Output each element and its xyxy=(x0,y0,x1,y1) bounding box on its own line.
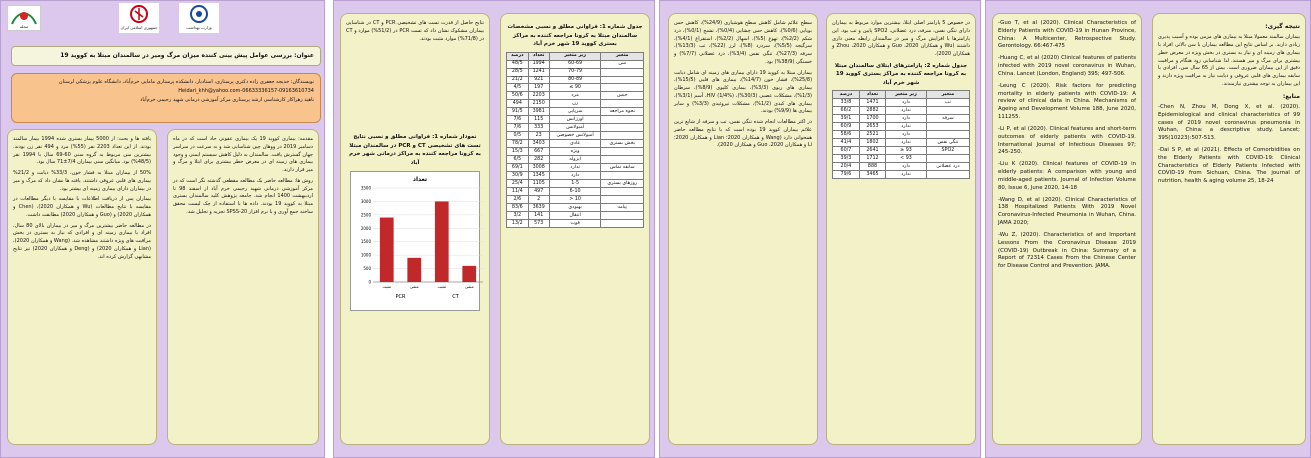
logo-strip xyxy=(1,1,325,35)
table-cell: اورژانس xyxy=(549,116,601,124)
chart-title: تعداد xyxy=(412,176,428,184)
table-row xyxy=(833,171,970,179)
reference-item: -Dai S P, et al (2021). Effects of Comorbidities on the Elderly Patients with COVID-19: Clinical Characteristics of Elderly Patients Infected with COVID-19 from Sichuan, China. The journal of nutrition, health & aging volume 25, 18-24 xyxy=(1158,146,1300,185)
table-cell xyxy=(601,212,644,220)
table-row xyxy=(833,155,970,163)
table-cell: 25/4 xyxy=(507,180,529,188)
group-label: PCR xyxy=(395,294,406,301)
table-cell: روزهای بستری xyxy=(601,180,644,188)
table-cell: 93 > xyxy=(886,155,927,163)
table-cell: 78/2 xyxy=(507,140,529,148)
table-cell: دارد xyxy=(886,163,927,171)
chart-caption: نمودار شماره 1: فراوانی مطلق و نسبی نتایج تست های تشخیصی CT و PCR در سالمندان مبتلا به کرونا مراجعه کننده به مراکز درمانی شهر خرم آباد xyxy=(349,134,481,166)
table-cell: 2203 xyxy=(528,92,549,100)
table-cell: 282 xyxy=(528,156,549,164)
col7-references xyxy=(992,13,1142,445)
table-cell: 28/5 xyxy=(507,68,529,76)
table-row xyxy=(507,148,644,156)
table-cell: سرفه xyxy=(926,115,969,123)
col8-conclusion xyxy=(1152,13,1306,445)
table-row xyxy=(833,139,970,147)
col5-symptoms xyxy=(668,13,818,445)
table-row xyxy=(833,123,970,131)
author-email: Heidari_khh@yahoo.com-06633336157-09163610734 xyxy=(178,88,314,94)
table-cell: 10 < xyxy=(549,196,601,204)
reference-item: -Liu K (2020). Clinical features of COVID-19 in elderly patients: A comparison with young and middle-aged patients. Journal of Infection Volume 80, Issue 6, June 2020, 14-18 xyxy=(998,161,1136,191)
x-tick-label: مثبت xyxy=(437,284,446,290)
table-row xyxy=(507,60,644,68)
table-cell: 91/5 xyxy=(507,108,529,116)
journal-logo xyxy=(7,5,41,31)
table-cell: 1712 xyxy=(859,155,885,163)
table-cell: 23 xyxy=(528,132,549,140)
table-cell: 888 xyxy=(859,163,885,171)
table-cell: جنس xyxy=(601,92,644,100)
table-cell: 0/5 xyxy=(507,132,529,140)
col5-paragraph: در اکثر مطالعات انجام شده تنگی نفس، تب و سرفه از شایع ترین علائم بیماران کووید 19 بوده است که با نتایج مطالعه حاضر همخوانی دارد (Wang و همکاران 2020؛ Lian و همکاران 2020؛ Li و همکاران 2020، Guo و همکاران 2020). xyxy=(674,119,812,149)
reference-item: -Guo T, et al (2020). Clinical Characteristics of Elderly Patients with COVID-19 in Hunan Province, China: A Multicenter, Retrospective Study. Gerontology. 66:467-475 xyxy=(998,20,1136,50)
table-cell: 1241 xyxy=(528,68,549,76)
table-cell xyxy=(601,124,644,132)
table-header-cell: متغیر xyxy=(601,52,644,60)
x-tick-label: منفی xyxy=(409,284,419,290)
bar xyxy=(407,258,421,282)
logo-text-2: وزارت بهداشت xyxy=(186,25,212,30)
table-cell: 141 xyxy=(528,212,549,220)
col6-intro: در خصوص 5 پارامتر اصلی ابتلا، بیشترین موارد مربوط به بیماران دارای تنگی نفس، سرفه، درد عضلانی، SPO2 پایین و تب بود. این پارامترها با افزایش مرگ و میر در سالمندان رابطه معنی داری داشتند (Wu و همکاران 2020، Guo و همکاران 2020، Zhou و همکاران 2020). xyxy=(832,20,970,57)
poster-panel-1 xyxy=(0,0,325,458)
reference-item: -Li P, et al (2020). Clinical features and short-term outcomes of elderly patients with COVID-19. International Journal of Infectious Diseases 97; 245-250. xyxy=(998,125,1136,156)
group-label: CT xyxy=(452,294,459,301)
col2-paragraph: روش ها: مطالعه حاضر یک مطالعه مقطعی گذشته نگر است که در مرکز آموزشی درمانی شهید رحیمی خرم آباد از اسفند 98 تا اردیبهشت 1400 انجام شد. جامعه پژوهش کلیه سالمندان بستری مبتلا به کووید 19 بودند. داده ها با استفاده از چک لیست محقق ساخته جمع آوری و با نرم افزار SPSS-20 تجزیه و تحلیل شد. xyxy=(173,177,313,215)
table-cell: 15/3 xyxy=(507,148,529,156)
table-cell: 2653 xyxy=(859,123,885,131)
table-cell: 3465 xyxy=(859,171,885,179)
table1-caption: جدول شماره 1: فراوانی مطلق و نسبی مشخصات سالمندان مبتلا به کرونا مراجعه کننده به مراکز بستری کووید 19 شهر خرم آباد xyxy=(507,24,643,48)
table-row xyxy=(833,147,970,155)
table-cell xyxy=(601,84,644,92)
table-cell: 115 xyxy=(528,116,549,124)
col5-paragraph: سطح علائم شامل کاهش سطح هوشیاری (24/9%)، کاهش حس بویایی (0/6%)، کاهش حس چشایی (0/4%)، تشنج (0/1%)، درد شکم (2/2%)، تهوع (5%)، اسهال (2/2%)، استفراغ (4/1%)، سرگیجه (5/5%)، سردرد (8%)، لرز (22%)، تب (13/3%)، سرفه (27/3%)، تنگی نفس (3/4%)، درد عضلانی (7/7%) و خستگی (38/9%) بود. xyxy=(674,20,812,65)
table-row xyxy=(507,76,644,84)
table-cell xyxy=(601,76,644,84)
table-cell: 1105 xyxy=(528,180,549,188)
symptoms-table xyxy=(832,90,970,179)
table-cell: 333 xyxy=(528,124,549,132)
table-row xyxy=(507,132,644,140)
table-cell: 7/6 xyxy=(507,124,529,132)
table-row xyxy=(507,92,644,100)
table-cell: 2/6 xyxy=(507,196,529,204)
y-tick-label: 3500 xyxy=(360,185,371,191)
table-cell xyxy=(926,171,969,179)
table-cell: نحوه مراجعه xyxy=(601,108,644,116)
y-tick-label: 1000 xyxy=(360,252,371,258)
table-cell: 494 xyxy=(507,100,529,108)
bar xyxy=(462,266,476,282)
table-cell: 41/4 xyxy=(833,139,860,147)
table-cell: 70-79 xyxy=(549,68,601,76)
y-tick-label: 500 xyxy=(363,266,371,272)
references-list xyxy=(998,20,1136,271)
y-tick-label: 1500 xyxy=(360,239,371,245)
table-cell: 3639 xyxy=(528,204,549,212)
table-header-cell: زیر متغیر xyxy=(886,91,927,99)
table-cell: 1471 xyxy=(859,99,885,107)
table-row xyxy=(507,188,644,196)
table-cell: 13/2 xyxy=(507,220,529,228)
table-cell: 667 xyxy=(528,148,549,156)
col2-paragraph: مقدمه: بیماری کووید 19 یک بیماری عفونی حاد است که در ماه دسامبر 2019 در ووهان چین شناسایی شد و به سرعت در سراسر جهان گسترش یافت. سالمندان به دلیل کاهش سیستم ایمنی و وجود بیماری های زمینه ای در معرض خطر بیشتری برای ابتلا و مرگ و میر قرار دارند. xyxy=(173,136,314,173)
table-cell: 1345 xyxy=(528,172,549,180)
table-header-cell: درصد xyxy=(507,52,529,60)
table-cell xyxy=(601,196,644,204)
table-row xyxy=(507,164,644,172)
table-cell: بهبودی xyxy=(549,204,601,212)
table-cell: 1700 xyxy=(859,115,885,123)
logo-text-3: مجله xyxy=(19,24,29,29)
table-cell xyxy=(601,188,644,196)
table-cell: 2882 xyxy=(859,107,885,115)
table-cell: 2150 xyxy=(528,100,549,108)
table-row xyxy=(833,99,970,107)
table-cell: 33/8 xyxy=(833,99,860,107)
table2-caption: جدول شماره 2: پارامترهای ابتلای سالمندان مبتلا به کرونا مراجعه کننده به مراکز بستری کووید 19 شهر خرم آباد xyxy=(834,62,968,86)
poster-panel-3 xyxy=(659,0,981,458)
table-cell: 66/2 xyxy=(833,107,860,115)
table-cell: 2641 xyxy=(859,147,885,155)
table-cell: 50/6 xyxy=(507,92,529,100)
bar-chart-svg xyxy=(351,172,489,310)
table-row xyxy=(507,156,644,164)
table-cell xyxy=(601,172,644,180)
table-cell xyxy=(926,131,969,139)
y-tick-label: 0 xyxy=(368,279,371,285)
table-header-cell: زیر متغیر xyxy=(549,52,601,60)
table-header-cell: تعداد xyxy=(859,91,885,99)
table-cell: درد عضلانی xyxy=(926,163,969,171)
table-row xyxy=(833,107,970,115)
table-cell: عادی xyxy=(549,140,601,148)
table-row xyxy=(507,116,644,124)
table-cell: 60/7 xyxy=(833,147,860,155)
table-cell: 573 xyxy=(528,220,549,228)
demographics-table xyxy=(506,52,644,229)
table-cell: تنگی نفس xyxy=(926,139,969,147)
col3-diagnostics xyxy=(340,13,490,445)
table-cell: 69/1 xyxy=(507,164,529,172)
table-cell: انتقال xyxy=(549,212,601,220)
table-cell: 60/9 xyxy=(833,123,860,131)
x-tick-label: مثبت xyxy=(382,284,391,290)
table-cell: ویژه xyxy=(549,148,601,156)
col2-intro-methods xyxy=(167,129,319,445)
sources-heading: منابع: xyxy=(1282,92,1300,100)
table-cell xyxy=(926,155,969,163)
table-cell: 1994 xyxy=(528,60,549,68)
table-row xyxy=(833,115,970,123)
reference-item: -Huang C, et al (2020) Clinical features of patients infected with 2019 novel coronavirus in Wuhan, China. Lancet (London, England) 395; 497-506. xyxy=(998,55,1136,77)
table-cell: 30/9 xyxy=(507,172,529,180)
table-cell: دارد xyxy=(886,131,927,139)
table-cell: 80-89 xyxy=(549,76,601,84)
table-cell: بخش بستری xyxy=(601,140,644,148)
table-cell: 4/5 xyxy=(507,84,529,92)
table-cell: 79/6 xyxy=(833,171,860,179)
table-row xyxy=(507,204,644,212)
table-cell: ایزوله xyxy=(549,156,601,164)
authors-box xyxy=(11,73,321,123)
reference-item: -Wu Z, (2020). Characteristics of and Important Lessons From the Coronavirus Disease 2019 (COVID-19) Outbreak in China: Summary of a Report of 72314 Cases From the Chinese Center for Disease Control and Prevention. JAMA. xyxy=(998,231,1136,270)
ministry-logo xyxy=(119,3,159,33)
col6-table2 xyxy=(826,13,976,445)
table-cell: ندارد xyxy=(549,164,601,172)
table-cell: 39/3 xyxy=(833,155,860,163)
table-row xyxy=(833,163,970,171)
poster-panel-4 xyxy=(985,0,1311,458)
table-cell: 3008 xyxy=(528,164,549,172)
table-cell xyxy=(601,68,644,76)
reference-item: -Chen N, Zhou M, Dong X, et al. (2020). Epidemiological and clinical characteristics of 99 cases of 2019 novel coronavirus pneumonia in Wuhan, China: a descriptive study. Lancet; 395(10223):507-513. xyxy=(1158,103,1300,142)
table-row xyxy=(507,84,644,92)
table-cell xyxy=(601,116,644,124)
table-cell: دارد xyxy=(886,115,927,123)
table-row xyxy=(507,124,644,132)
table-cell: 6-10 xyxy=(549,188,601,196)
table-cell: 2521 xyxy=(859,131,885,139)
col1-paragraph: 50% از بیماران مبتلا به فشار خون، 33/3% دیابت و 21/2% بیماری های قلبی عروقی داشتند. یافته ها نشان داد که مرگ و میر در بیماران دارای بیماری زمینه ای بیشتر بود. xyxy=(13,170,151,192)
table-cell: 83/6 xyxy=(507,204,529,212)
table-cell: مرد xyxy=(549,92,601,100)
col1-paragraph: بیماران پس از دریافت اطلاعات با مقایسه با دیگر مطالعات در مقایسه با نتایج مطالعات (Wu و همکاران 2020)، (Chen و همکاران 2020) و (Guo و همکاران 2020) مطابقت داشت. xyxy=(13,196,152,218)
table-cell: 3403 xyxy=(528,140,549,148)
table-cell: آمبولانس خصوصی xyxy=(549,132,601,140)
x-tick-label: منفی xyxy=(464,284,474,290)
table-cell xyxy=(601,132,644,140)
table-cell: ندارد xyxy=(886,123,927,131)
table-cell: پیامد xyxy=(601,204,644,212)
table-cell: 1802 xyxy=(859,139,885,147)
col5-paragraph: بیماران مبتلا به کووید 19 دارای بیماری های زمینه ای شامل دیابت (25/8%)، فشار خون (14/7%)، بیماری های قلبی (15/5%)، بیماری های ریوی (3/3%)، بیماری کلیوی (8/9%)، سرطان (1/3%)، مشکلات عصبی (30/3%)، HIV (1/4%)، آسم (3/1%)، بیماری های کبدی (1/2%)، مشکلات تیروئیدی (3/3%) و سایر بیماری ها (9/9%) بودند. xyxy=(674,69,813,115)
reference-item: -Wang D, et al (2020). Clinical Characteristics of 138 Hospitalized Patients With 2019 Novel Coronavirus-Infected Pneumonia in Wuhan, China. JAMA 2020; xyxy=(998,196,1136,227)
table-cell: 1-5 xyxy=(549,180,601,188)
table-cell: فوت xyxy=(549,220,601,228)
table-cell: 3/2 xyxy=(507,212,529,220)
table-row xyxy=(507,220,644,228)
table-cell: 20/4 xyxy=(833,163,860,171)
table-cell xyxy=(601,220,644,228)
table-row xyxy=(833,131,970,139)
table-header-cell: درصد xyxy=(833,91,860,99)
author-line-2: ناهید زهراکار کارشناسی ارشد پرستاری مرکز آموزشی درمانی شهید رحیمی خرم‌آباد xyxy=(140,97,314,103)
table-cell xyxy=(601,148,644,156)
table-row xyxy=(507,212,644,220)
col1-paragraph: در مطالعه حاضر بیشترین مرگ و میر در بیماران بالای 80 سال، افراد با بیماری زمینه ای و افرادی که نیاز به بستری در بخش مراقبت های ویژه داشتند مشاهده شد. (Wang و همکاران 2020)، (Lian و همکاران 2020) و (Deng و همکاران 2020) نیز نتایج مشابهی گزارش کرده اند. xyxy=(13,222,151,260)
table-row xyxy=(507,108,644,116)
table-cell: دارد xyxy=(549,172,601,180)
conclusion-paragraph: بیماران سالمند معمولا مبتلا به بیماری های مزمن بوده و آسیب پذیری زیادی دارند. بر اساس نتایج این مطالعه بیماران با سن بالاتر، افراد با بیماری های زمینه ای و نیاز به بستری در بخش ویژه در معرض خطر بیشتری برای مرگ و میر هستند. لذا شناسایی زود هنگام و مراقبت دقیق از این بیماران ضروری است. بیش از 65 سال سن، افرادی با سابقه بیماری های قلبی عروقی و دیابت نیاز به مراقبت ویژه دارند و این بیماران به توجه بیشتری نیازمندند. xyxy=(1158,34,1300,87)
table-cell xyxy=(601,100,644,108)
table-cell: ندارد xyxy=(886,107,927,115)
table-cell: SPO2 xyxy=(926,147,969,155)
table-cell: 7/6 xyxy=(507,116,529,124)
col4-table1 xyxy=(500,13,650,445)
author-line-1: نویسندگان: خدیجه جعفری زاده دکتری پرستاری، استادیار، دانشکده پرستاری مامایی خرم‌آباد، دانشگاه علوم پزشکی لرستان xyxy=(58,79,314,85)
table-row xyxy=(507,68,644,76)
table-row xyxy=(507,140,644,148)
y-tick-label: 3000 xyxy=(360,199,371,205)
table-cell: 21/2 xyxy=(507,76,529,84)
table-header-cell: متغیر xyxy=(926,91,969,99)
table-cell: 11/4 xyxy=(507,188,529,196)
table-cell xyxy=(926,123,969,131)
table-cell: 197 xyxy=(528,84,549,92)
table-cell: زن xyxy=(549,100,601,108)
table-cell: 921 xyxy=(528,76,549,84)
table-cell: 3981 xyxy=(528,108,549,116)
table-cell: سابقه تماس xyxy=(601,164,644,172)
poster-panel-2 xyxy=(333,0,655,458)
col1-results-discussion xyxy=(7,129,157,445)
table-header-cell: تعداد xyxy=(528,52,549,60)
table-cell: 58/6 xyxy=(833,131,860,139)
col3-intro: نتایج حاصل از قدرت تست های تشخیصی PCR و CT در شناسایی بیماران مشکوک نشان داد که تست PCR در (51/2%) موارد و CT در (71/8%) موارد مثبت بودند. xyxy=(346,20,485,42)
table-cell: ندارد xyxy=(886,171,927,179)
table-cell: آمبولانس xyxy=(549,124,601,132)
table-cell: 2 xyxy=(528,196,549,204)
table-row xyxy=(507,196,644,204)
diagnostic-bar-chart xyxy=(350,171,480,311)
table-cell xyxy=(926,107,969,115)
logo-text-1: جمهوری اسلامی ایران xyxy=(120,25,158,30)
table-cell: 39/1 xyxy=(833,115,860,123)
table-row xyxy=(507,172,644,180)
table-cell: 497 xyxy=(528,188,549,196)
sources-list xyxy=(1158,104,1300,186)
bar xyxy=(435,202,449,283)
table-cell: تب xyxy=(926,99,969,107)
y-tick-label: 2500 xyxy=(360,212,371,218)
table-row xyxy=(507,180,644,188)
table-cell: 90 ≥ xyxy=(549,84,601,92)
reference-item: -Leung C (2020). Risk factors for predicting mortality in elderly patients with COVID-19: A review of clinical data in China. Mechanisms of Ageing and Development Volume 188, June 2020, 111255. xyxy=(998,82,1136,121)
table-cell: سرپایی xyxy=(549,108,601,116)
table-cell: 6/5 xyxy=(507,156,529,164)
health-logo xyxy=(179,3,219,33)
table-cell: 93 ≤ xyxy=(886,147,927,155)
table-cell: ندارد xyxy=(886,139,927,147)
table-cell: 60-69 xyxy=(549,60,601,68)
col1-paragraph: یافته ها و بحث: از 5000 بیمار بستری شده 1994 بیمار سالمند بودند. از این تعداد 2203 نفر (55%) مرد و 494 نفر زن بودند. بیشترین سن مربوط به گروه سنی 60-69 سال با 1994 نفر (48/5%) بود. میانگین سنی بیماران 7/4±71 سال بود. xyxy=(13,136,152,166)
table-cell: دارد xyxy=(886,99,927,107)
y-tick-label: 2000 xyxy=(360,226,371,232)
table-cell xyxy=(601,156,644,164)
table-row xyxy=(507,100,644,108)
bar xyxy=(380,218,394,282)
poster-title: عنوان: بررسی عوامل پیش بینی کننده میزان مرگ ومیر در سالمندان مبتلا به کووید 19 xyxy=(11,46,321,66)
table-cell: سن xyxy=(601,60,644,68)
conclusion-heading: نتیجه گیری: xyxy=(1265,23,1300,30)
table-cell: 48/5 xyxy=(507,60,529,68)
